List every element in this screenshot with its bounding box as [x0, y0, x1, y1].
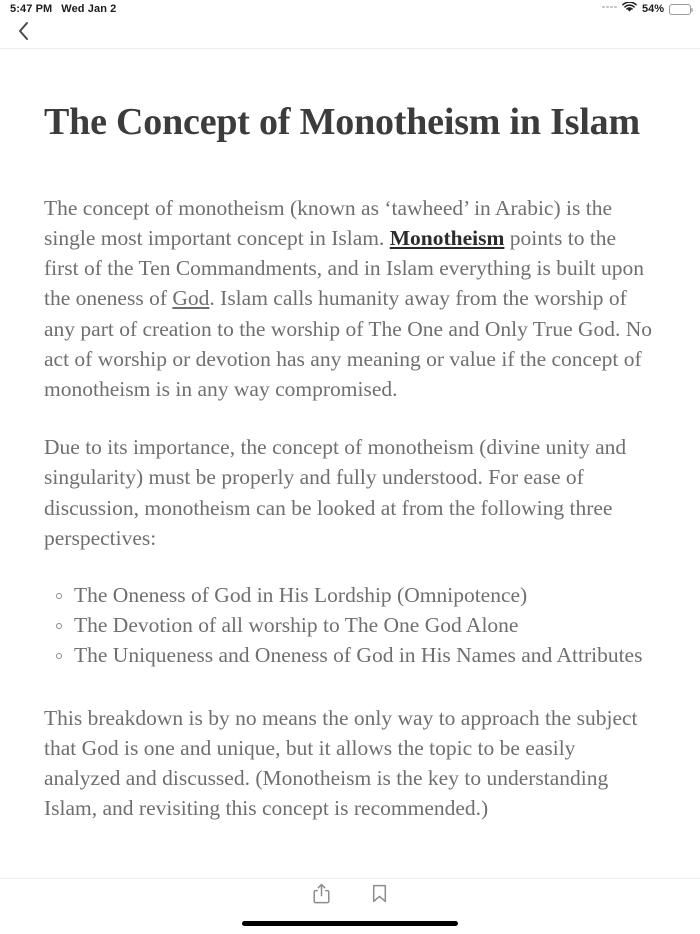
link-monotheism[interactable]: Monotheism: [389, 226, 505, 251]
list-item: The Uniqueness and Oneness of God in His Names and Attributes: [74, 640, 656, 670]
back-button[interactable]: [10, 20, 36, 46]
bottom-toolbar: [0, 878, 700, 913]
paragraph-1-segment-2: points to the first of the Ten Commandments, and in Islam everything is built upon the oneness of: [44, 226, 645, 311]
paragraph-1-segment-3: . Islam calls humanity away from the worship of any part of creation to the worship of The One and Only True God. No act of worship or devotion has any meaning or value if the concept of monotheism is in any way compromised.: [44, 286, 653, 402]
battery-percentage-label: 54%: [641, 3, 664, 15]
status-date: Wed Jan 2: [61, 3, 117, 15]
article-scroll-container[interactable]: [0, 50, 700, 879]
share-icon: [313, 883, 330, 909]
list-item: The Oneness of God in His Lordship (Omnipotence): [74, 580, 656, 610]
status-bar: [0, 0, 700, 18]
list-item: The Devotion of all worship to The One God Alone: [74, 610, 656, 640]
status-bar-right: [602, 2, 691, 16]
chevron-left-icon: [17, 21, 30, 46]
status-bar-left: [10, 3, 116, 15]
status-time: 5:47 PM: [10, 3, 53, 15]
home-indicator-area: [0, 913, 700, 934]
signal-dots-icon: [602, 6, 617, 9]
battery-icon: [669, 4, 691, 15]
bookmark-button[interactable]: [362, 881, 396, 911]
article-paragraph-3: This breakdown is by no means the only way to approach the subject that God is one and unique, but it allows the topic to be easily analyzed and discussed. (Monotheism is the key to understanding Islam, and revisiting this concept is recommended.): [44, 705, 638, 821]
bookmark-icon: [372, 884, 387, 908]
home-indicator[interactable]: [242, 921, 458, 926]
wifi-icon: [622, 2, 637, 16]
page-title: The Concept of Monotheism in Islam: [44, 101, 640, 143]
share-button[interactable]: [304, 881, 338, 911]
article-paragraph-2: Due to its importance, the concept of monotheism (divine unity and singularity) must be properly and fully understood. For ease of discussion, monotheism can be looked at from the following three perspectives:: [44, 435, 627, 550]
link-god[interactable]: God: [172, 286, 210, 311]
article-paragraph-1: [44, 145, 656, 404]
navigation-bar: [0, 18, 700, 49]
paragraph-1-segment-1: The concept of monotheism (known as ‘tawheed’ in Arabic) is the single most important concept in Islam.: [44, 195, 612, 251]
perspectives-list: [44, 553, 656, 671]
